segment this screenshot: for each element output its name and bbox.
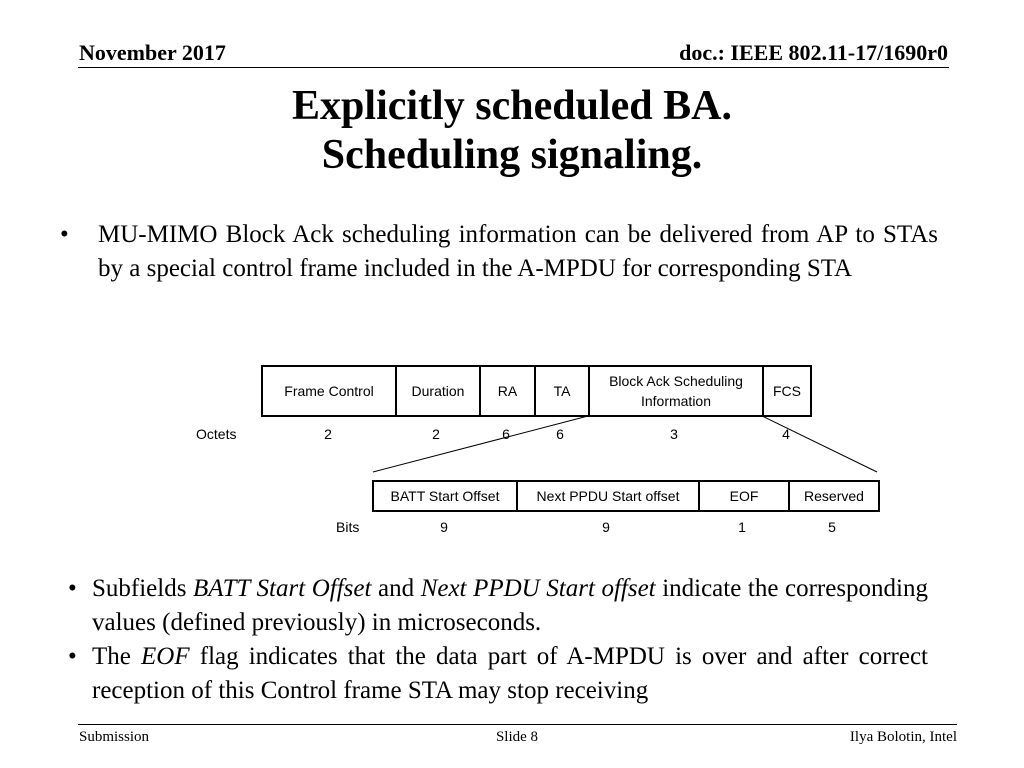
subfield-reserved: Reserved [789,481,879,511]
subfield-batt-start-offset: BATT Start Offset [373,481,517,511]
term-eof: EOF [141,643,190,670]
expansion-line-left [373,416,588,472]
octets-duration: 2 [432,426,440,442]
subfield-bullets [68,572,928,708]
slide-title-line-2: Scheduling signaling. [321,132,703,178]
field-frame-control: Frame Control [262,366,396,416]
bits-eof: 1 [738,519,746,535]
slide-title-line-1: Explicitly scheduled BA. [292,83,732,129]
octets-bas-info: 3 [670,426,678,442]
term-batt-start-offset: BATT Start Offset [193,575,372,602]
bullet-subfields [68,572,928,640]
bullet-eof-pre: The [92,643,141,670]
field-ra: RA [480,366,535,416]
octets-fcs: 4 [782,426,790,442]
term-next-ppdu-start-offset: Next PPDU Start offset [420,575,656,602]
bullet-subfields-mid: and [371,575,421,602]
bullet-marker: • [60,221,69,248]
bullet-subfields-pre: Subfields [92,575,194,602]
footer-divider [78,724,957,725]
footer-submission: Submission [79,729,150,745]
bullet-eof [68,640,928,708]
bullet-mu-mimo: MU-MIMO Block Ack scheduling information can be delivered from AP to STAs by a special control frame included in the A-MPDU for corresponding STA [98,221,938,282]
octets-frame-control: 2 [324,426,332,442]
subfield-table [372,480,880,512]
octets-label: Octets [196,426,237,442]
bits-reserved: 5 [828,519,836,535]
footer-slide-number: Slide 8 [495,729,539,745]
field-fcs: FCS [763,366,811,416]
bits-next-ppdu-start-offset: 9 [602,519,610,535]
bullet-marker: • [68,575,77,602]
expansion-line-right [762,416,877,472]
bits-label: Bits [336,519,360,535]
header-doc-id: doc.: IEEE 802.11-17/1690r0 [679,40,948,65]
bullet-marker: • [68,643,77,670]
subfield-eof: EOF [699,481,789,511]
bullet-eof-post: flag indicates that the data part of A-MPDU is over and after correct reception of this Control frame STA may stop receiving [92,643,928,704]
header-date: November 2017 [79,40,226,65]
bullet-subfields-post: indicate the corresponding values (defined previously) in microseconds. [92,575,928,636]
field-block-ack-scheduling-info: Block Ack Scheduling Information [589,366,763,416]
bits-batt-start-offset: 9 [440,519,448,535]
footer-author: Ilya Bolotin, Intel [849,729,957,745]
octets-ta: 6 [556,426,564,442]
field-duration: Duration [396,366,480,416]
subfield-next-ppdu-start-offset: Next PPDU Start offset [517,481,699,511]
field-ta: TA [535,366,589,416]
octets-ra: 6 [502,426,510,442]
